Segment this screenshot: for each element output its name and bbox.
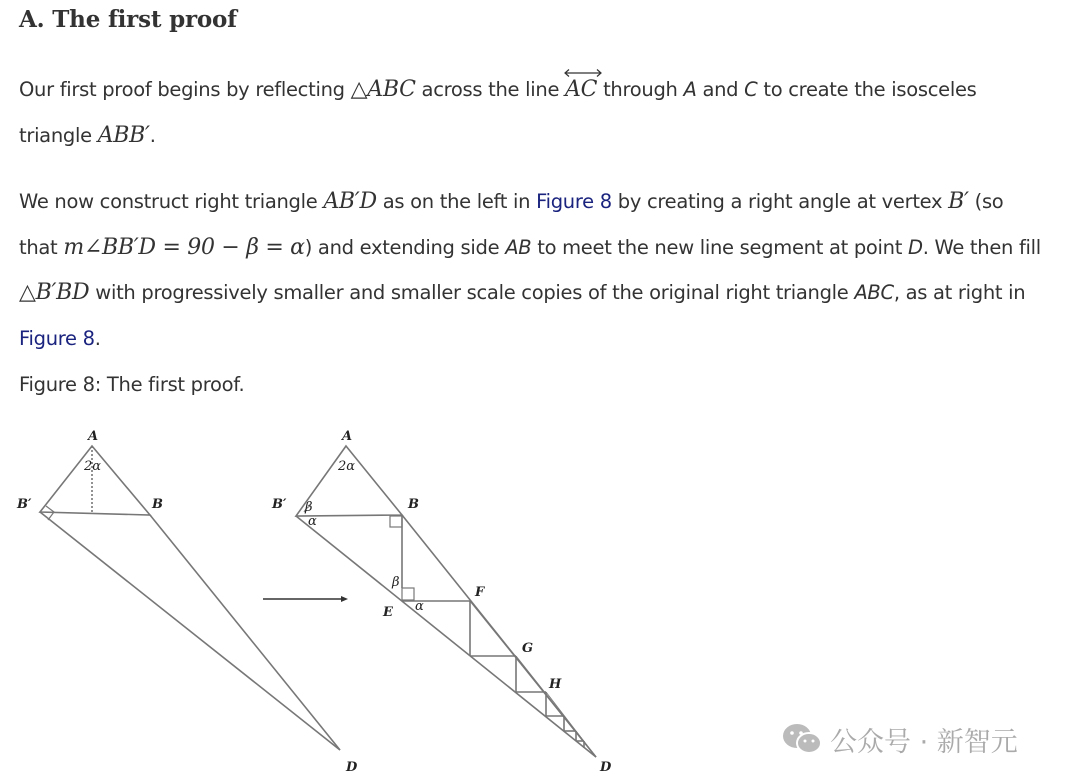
right-segment-bpd (296, 516, 596, 757)
right-label-alpha2: α (415, 599, 424, 614)
math-abd: AB′D (323, 189, 377, 214)
point-c: C (744, 78, 758, 101)
right-label-f: F (475, 585, 485, 600)
text: ) and extending side (304, 235, 506, 259)
text: (so (968, 190, 1004, 213)
right-label-b: B (408, 497, 419, 512)
math-angle-expression: m∠BB′D = 90 − β = α (63, 234, 305, 260)
text: as on the left in (376, 190, 537, 213)
right-label-beta1: β (305, 500, 313, 515)
paragraph-construction (19, 179, 1069, 361)
text: to create the isosceles (757, 78, 977, 101)
right-label-a: A (342, 429, 353, 444)
right-label-g: G (522, 641, 534, 656)
right-label-d: D (600, 760, 612, 775)
text: . We then fill (922, 235, 1041, 259)
left-label-apex-angle: 2α (84, 459, 102, 474)
right-label-h: H (549, 677, 562, 692)
text: triangle (19, 123, 98, 147)
text: Our first proof begins by reflecting (19, 78, 351, 101)
triangle-abc: ABC (854, 281, 894, 304)
paragraph-reflection (19, 67, 1069, 158)
text: . (94, 326, 101, 350)
text: by creating a right angle at vertex (611, 190, 949, 213)
text: that (19, 235, 64, 259)
text: We now construct right triangle (19, 190, 324, 213)
math-abc: ABC (367, 77, 416, 102)
text: across the line (415, 78, 566, 101)
right-label-e: E (383, 605, 393, 620)
double-arrow-icon (563, 68, 603, 78)
figure-caption: Figure 8: The first proof. (19, 373, 245, 396)
left-segment-bd (150, 515, 340, 750)
left-triangle (40, 446, 340, 750)
left-label-b: B (152, 497, 163, 512)
side-ab: AB (505, 235, 532, 259)
math-abb: ABB′ (97, 122, 150, 148)
wechat-icon (782, 722, 822, 756)
text: to meet the new line segment at point (531, 235, 908, 259)
text: with progressively smaller and smaller scale copies of the original right triangle (89, 281, 855, 304)
transition-arrow-icon (263, 596, 348, 602)
left-label-bprime: B′ (17, 497, 32, 512)
math-bbd: B′BD (35, 280, 90, 305)
figure-8-link[interactable]: Figure 8 (19, 326, 95, 350)
right-label-beta2: β (392, 575, 400, 590)
left-label-a: A (88, 429, 99, 444)
point-a: A (683, 78, 697, 101)
math-ac: AC (565, 77, 598, 102)
right-angle-mark-b (390, 516, 402, 527)
math-bprime: B′ (948, 189, 969, 214)
right-label-apex-angle: 2α (338, 459, 356, 474)
line-ac-notation (565, 67, 597, 113)
section-heading: A. The first proof (19, 6, 237, 33)
left-segment-bpd (40, 512, 340, 750)
point-d: D (907, 235, 923, 259)
wechat-watermark (782, 718, 1018, 760)
right-label-alpha1: α (308, 514, 317, 529)
figure-8-link[interactable]: Figure 8 (536, 190, 612, 213)
triangle-symbol: △ (19, 280, 36, 305)
watermark-text: 公众号 · 新智元 (830, 726, 1018, 758)
right-angle-mark-e (402, 588, 414, 600)
triangle-symbol: △ (350, 77, 368, 102)
text: and (696, 78, 745, 101)
left-isosceles-triangle (40, 446, 150, 515)
text: . (149, 123, 156, 147)
text: through (597, 78, 684, 101)
right-label-bprime: B′ (272, 497, 287, 512)
text: , as at right in (893, 281, 1026, 304)
left-label-d: D (346, 760, 358, 775)
